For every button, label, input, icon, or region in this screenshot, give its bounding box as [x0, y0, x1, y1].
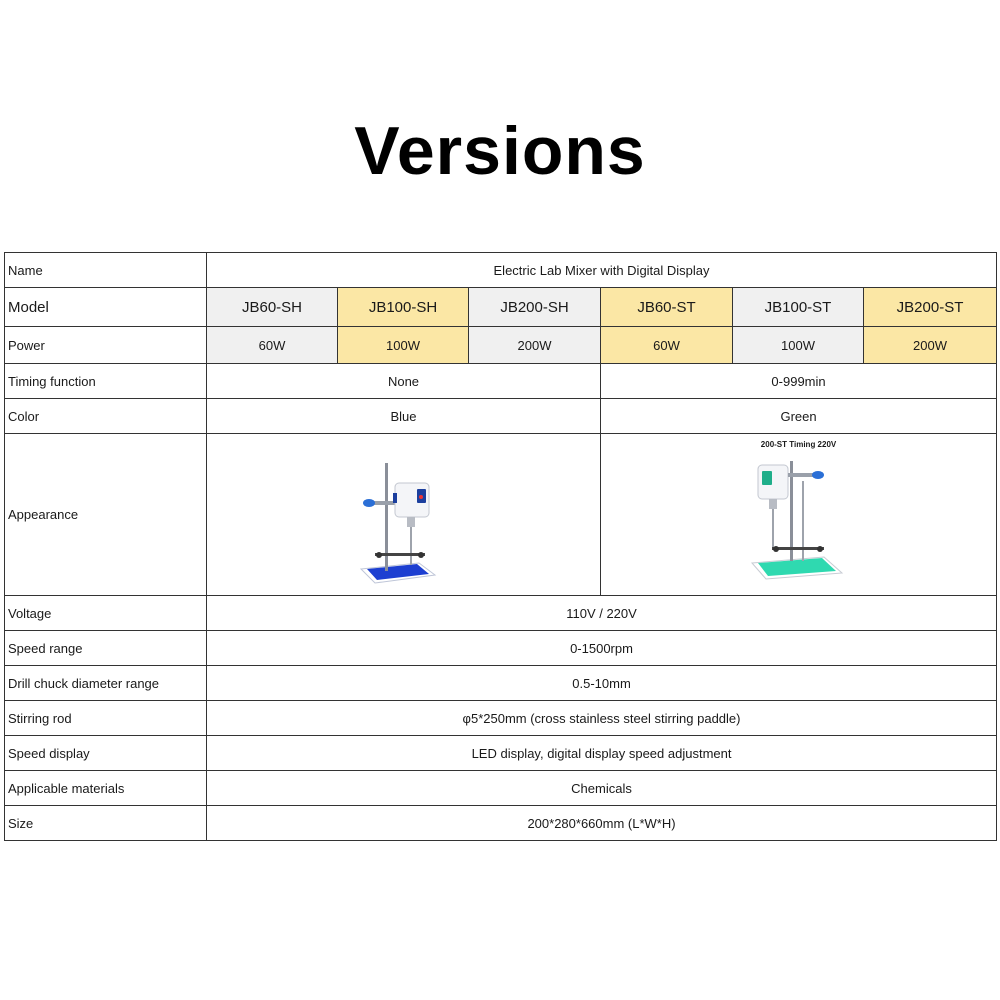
row-label-name: Name: [5, 253, 207, 288]
blue-mixer-image: [349, 445, 459, 585]
table-row: [5, 253, 997, 288]
row-label-materials: Applicable materials: [5, 771, 207, 806]
speed-range-value: 0-1500rpm: [207, 631, 997, 666]
row-label-chuck: Drill chuck diameter range: [5, 666, 207, 701]
st-image-caption: 200-ST Timing 220V: [760, 440, 837, 449]
row-label-stirring-rod: Stirring rod: [5, 701, 207, 736]
appearance-sh: [207, 434, 601, 596]
row-label-speed-display: Speed display: [5, 736, 207, 771]
timing-sh: None: [207, 364, 601, 399]
power-cell: 100W: [338, 327, 469, 364]
row-label-size: Size: [5, 806, 207, 841]
page-title: Versions: [354, 113, 646, 189]
power-cell: 200W: [469, 327, 601, 364]
chuck-value: 0.5-10mm: [207, 666, 997, 701]
model-cell: JB100-SH: [338, 288, 469, 327]
model-cell: JB60-SH: [207, 288, 338, 327]
materials-value: Chemicals: [207, 771, 997, 806]
voltage-value: 110V / 220V: [207, 596, 997, 631]
table-row: [5, 736, 997, 771]
table-row: [5, 399, 997, 434]
row-label-voltage: Voltage: [5, 596, 207, 631]
speed-display-value: LED display, digital display speed adjustment: [207, 736, 997, 771]
row-label-power: Power: [5, 327, 207, 364]
table-row: [5, 806, 997, 841]
table-row: [5, 364, 997, 399]
color-st: Green: [601, 399, 997, 434]
row-label-model: Model: [5, 288, 207, 327]
model-cell: JB100-ST: [733, 288, 864, 327]
stirring-rod-value: φ5*250mm (cross stainless steel stirring paddle): [207, 701, 997, 736]
spec-table: [4, 252, 997, 841]
model-cell: JB200-SH: [469, 288, 601, 327]
table-row: [5, 701, 997, 736]
color-sh: Blue: [207, 399, 601, 434]
row-label-appearance: Appearance: [5, 434, 207, 596]
table-row: [5, 288, 997, 327]
power-cell: 100W: [733, 327, 864, 364]
row-label-speed-range: Speed range: [5, 631, 207, 666]
power-cell: 200W: [864, 327, 997, 364]
table-row: [5, 666, 997, 701]
row-label-timing: Timing function: [5, 364, 207, 399]
timing-st: 0-999min: [601, 364, 997, 399]
model-cell: JB60-ST: [601, 288, 733, 327]
model-cell: JB200-ST: [864, 288, 997, 327]
table-row: [5, 327, 997, 364]
row-label-color: Color: [5, 399, 207, 434]
size-value: 200*280*660mm (L*W*H): [207, 806, 997, 841]
table-row: [5, 631, 997, 666]
green-mixer-image: [744, 451, 854, 581]
power-cell: 60W: [207, 327, 338, 364]
table-row: [5, 596, 997, 631]
table-row: [5, 434, 997, 596]
power-cell: 60W: [601, 327, 733, 364]
table-row: [5, 771, 997, 806]
appearance-st: [601, 434, 997, 596]
name-value: Electric Lab Mixer with Digital Display: [207, 253, 997, 288]
